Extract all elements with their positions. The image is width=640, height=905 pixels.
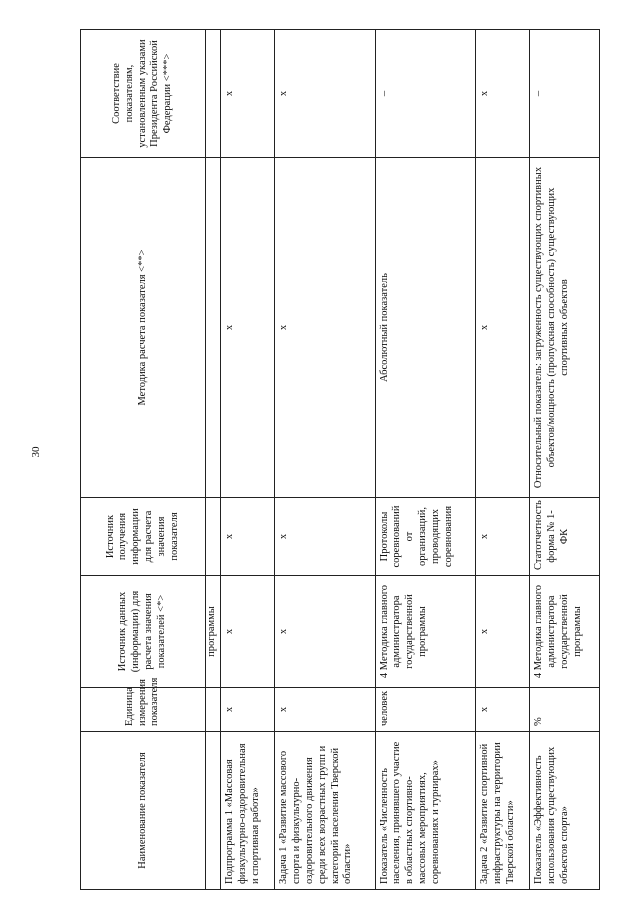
- rotated-table-container: [80, 30, 600, 890]
- page-number: 30: [30, 446, 42, 458]
- row-method: Абсолютный показатель: [375, 158, 475, 498]
- table-row: [530, 30, 600, 890]
- row-data-source: x: [275, 576, 375, 688]
- row-info-source: Протоколы соревнований от организаций, проводящих соревнования: [375, 498, 475, 576]
- row-info-source: Статотчетность форма № 1-ФК: [530, 498, 600, 576]
- row-compliance: –: [375, 30, 475, 158]
- row-method: x: [275, 158, 375, 498]
- table-row: [275, 30, 375, 890]
- table-row: [375, 30, 475, 890]
- indicators-table: [80, 29, 600, 890]
- header-data-source: Источник данных (информации) для расчета значения показателей <*>: [81, 576, 206, 688]
- row-method: x: [221, 158, 275, 498]
- row-unit: x: [275, 688, 375, 732]
- header-row: [81, 30, 206, 890]
- row-name: Подпрограмма 1 «Массовая физкультурно-оздоровительная и спортивная работа»: [221, 732, 275, 890]
- row-compliance: –: [530, 30, 600, 158]
- row-info-source: x: [221, 498, 275, 576]
- row-unit: x: [475, 688, 529, 732]
- row-compliance: x: [475, 30, 529, 158]
- table-row: [221, 30, 275, 890]
- header-name: Наименование показателя: [81, 732, 206, 890]
- row-name: Задача 2 «Развитие спортивной инфраструктуры на территории Тверской области»: [475, 732, 529, 890]
- row-info-source: x: [275, 498, 375, 576]
- row-name: Показатель «Численность населения, принявшего участие в областных спортивно-массовых мероприятиях, соревнованиях и турнирах»: [375, 732, 475, 890]
- row-method: Относительный показатель: загруженность существующих спортивных объектов/мощность (пропускная способность) существующих спортивных объектов: [530, 158, 600, 498]
- row-info-source: x: [475, 498, 529, 576]
- row-data-source: x: [475, 576, 529, 688]
- row-method: x: [475, 158, 529, 498]
- row-data-source: 4 Методика главного администратора государственной программы: [375, 576, 475, 688]
- continuation-text: программы: [206, 576, 221, 688]
- row-unit: человек: [375, 688, 475, 732]
- header-method: Методика расчета показателя <**>: [81, 158, 206, 498]
- header-unit: Единица измерения показателя: [81, 688, 206, 732]
- header-info-source: Источник получения информации для расчета значения показателя: [81, 498, 206, 576]
- table-row: [475, 30, 529, 890]
- row-data-source: 4 Методика главного администратора государственной программы: [530, 576, 600, 688]
- row-name: Показатель «Эффективность использования существующих объектов спорта»: [530, 732, 600, 890]
- row-unit: %: [530, 688, 600, 732]
- row-compliance: x: [275, 30, 375, 158]
- row-compliance: x: [221, 30, 275, 158]
- continuation-row: [206, 30, 221, 890]
- header-compliance: Соответствие показателям, установленным указами Президента Российской Федерации <***>: [81, 30, 206, 158]
- row-name: Задача 1 «Развитие массового спорта и физкультурно-оздоровительного движения среди всех возрастных групп и категорий населения Тверской области»: [275, 732, 375, 890]
- row-unit: x: [221, 688, 275, 732]
- row-data-source: x: [221, 576, 275, 688]
